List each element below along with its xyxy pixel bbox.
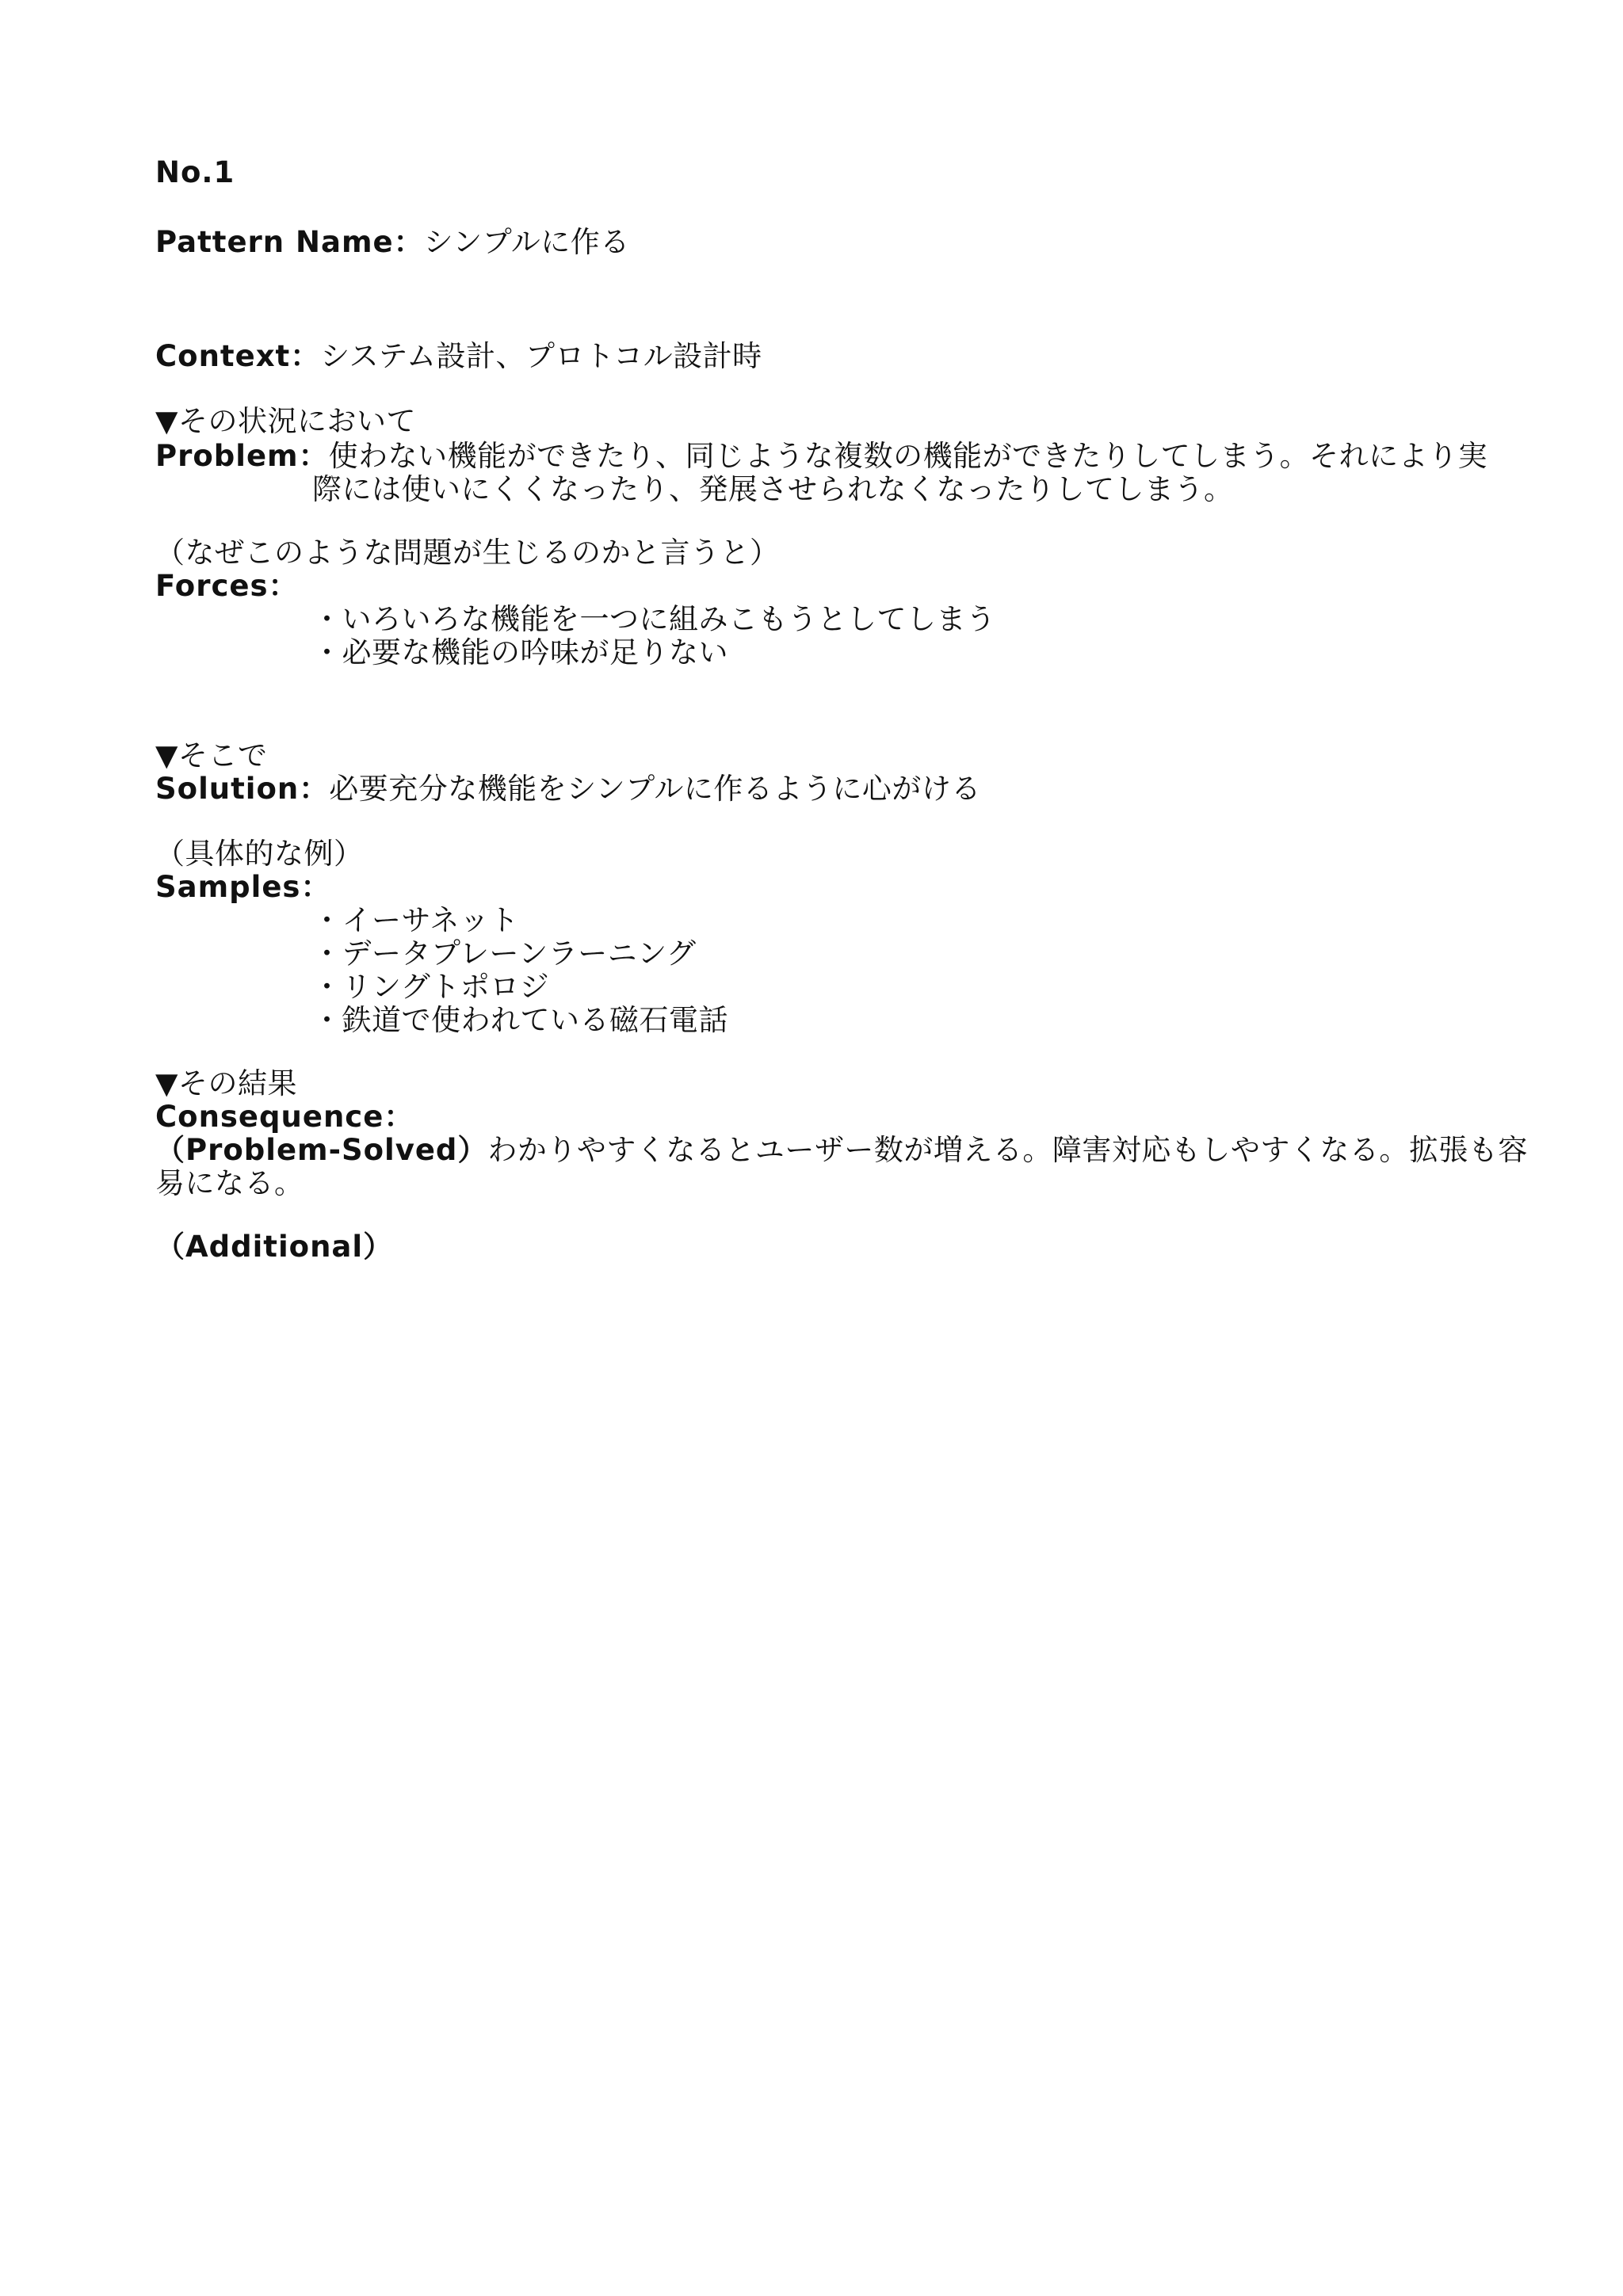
pattern-name-label: Pattern Name： [155,225,424,259]
forces-item: ・いろいろな機能を一つに組みこもうとしてしまう [312,602,996,636]
consequence-row [155,1133,1528,1168]
consequence-lead: ▼その結果 [155,1066,297,1100]
solution-value: 必要充分な機能をシンプルに作るように心がける [329,772,981,806]
consequence-line-1: わかりやすくなるとユーザー数が増える。障害対応もしやすくなる。拡張も容 [487,1133,1528,1167]
problem-solved-label: （Problem-Solved） [155,1133,488,1167]
samples-item: ・鉄道で使われている磁石電話 [312,1003,728,1037]
forces-lead: （なぜこのような問題が生じるのかと言うと） [155,536,780,570]
context-label: Context： [155,339,321,373]
solution-label: Solution： [155,772,330,806]
samples-lead: （具体的な例） [155,837,364,871]
additional-label: （Additional） [155,1230,394,1264]
solution-row [155,772,981,807]
problem-line-2: 際には使いにくくなったり、発展させられなくなったりしてしまう。 [312,472,1234,506]
consequence-line-2: 易になる。 [155,1166,304,1200]
samples-item: ・リングトポロジ [312,970,550,1004]
context-value: システム設計、プロトコル設計時 [320,339,762,373]
pattern-number: No.1 [155,155,235,189]
problem-line-1: 使わない機能ができたり、同じような複数の機能ができたりしてしまう。それにより実 [328,439,1488,473]
samples-item: ・イーサネット [312,903,520,937]
forces-item: ・必要な機能の吟味が足りない [312,635,728,669]
problem-row [155,439,1487,474]
problem-lead: ▼その状況において [155,404,416,438]
samples-item: ・データプレーンラーニング [312,936,697,971]
solution-lead: ▼そこで [155,738,268,772]
pattern-name-row [155,225,630,260]
consequence-label: Consequence： [155,1100,414,1134]
pattern-name-value: シンプルに作る [423,225,630,259]
context-row [155,339,762,374]
samples-label: Samples： [155,870,331,904]
problem-label: Problem： [155,439,329,473]
forces-label: Forces： [155,569,299,603]
